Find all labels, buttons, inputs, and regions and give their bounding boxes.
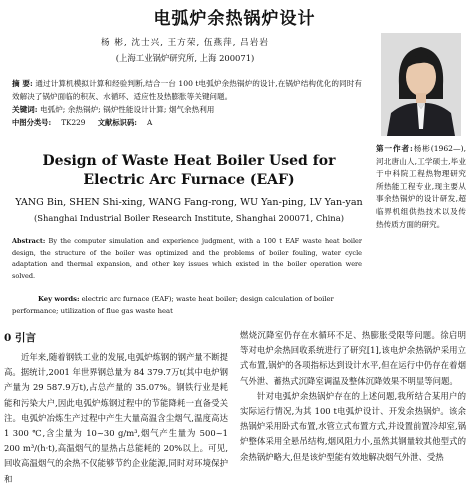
abstract-en (12, 236, 362, 282)
classification-cn (12, 118, 362, 128)
abstract-cn-text: 通过计算机模拟计算和经验判断,结合一台 100 t电弧炉余热锅炉的设计,在锅炉结构优化的同时有效解决了锅炉面临的积灰、水循环、适应性及热膨胀等关键问题。 (12, 79, 363, 101)
person-portrait-icon (381, 33, 461, 136)
body-left-column: 近年来,随着钢铁工业的发展,电弧炉炼钢的钢产量不断提高。据统计,2001 年世界钢总量为 84 379.7万t(其中电炉钢产量为 29 587.9万t),占总产量的 35.07%。钢铁行业是耗能和污染大户,因此电弧炉炼钢过程中的节能降耗一直备受关注。电弧炉冶炼生产过程中产生大量高温含尘烟气,温度高达 1 300 ℃,含尘量为 10~30 g/m³,烟气产生量为 500~1 200 m³/(h·t),高温烟气的显热占总能耗的 20%以上。可见,回收高温烟气的余热不仅能够节约企业能源,同时对环境保护和 (4, 352, 228, 484)
paper-title-en-line2: Electric Arc Furnace (EAF) (83, 172, 295, 188)
keywords-en-text: electric arc furnace (EAF); waste heat boiler; design calculation of boiler performance; utilization of flue gas waste heat (12, 295, 334, 315)
clc-value: TK229 (61, 118, 86, 127)
abstract-cn (12, 78, 362, 103)
body-right-paragraph-2: 针对电弧炉余热锅炉存在的上述问题,我所结合某用户的实际运行情况,为其 100 t电弧炉设计、开发余热锅炉。该余热锅炉采用卧式布置,水管立式布置方式,并设置前置冷却室,锅炉整体采用全悬吊结构,烟风阻力小,虽然其钢量较其他型式的余热锅炉略大,但是该炉型能有效地解决烟气外泄、受热 (240, 390, 466, 462)
section-heading: 0 引言 (4, 332, 36, 344)
authors-en: YANG Bin, SHEN Shi-xing, WANG Fang-rong, WU Yan-ping, LV Yan-yan (15, 197, 363, 208)
doc-code-value: A (146, 118, 153, 127)
institution-cn: (上海工业锅炉研究所, 上海 200071) (115, 53, 255, 63)
doc-code-label: 文献标识码: (97, 118, 137, 127)
paper-title-en-line1: Design of Waste Heat Boiler Used for (42, 153, 336, 169)
clc-label: 中图分类号: (12, 118, 52, 127)
paper-title-cn: 电弧炉余热锅炉设计 (153, 9, 316, 29)
abstract-cn-label: 摘 要: (12, 79, 33, 88)
body-right-column (240, 328, 466, 465)
institution-en: (Shanghai Industrial Boiler Research Institute, Shanghai 200071, China) (34, 213, 344, 223)
body-right-paragraph-1: 燃烧沉降室仍存在水循环不足、热膨胀受限等问题。徐启明等对电炉余热回收系统进行了研究[1],该电炉余热锅炉采用立式布置,锅炉的各项指标达到设计水平,但在运行中仍存在着烟气外泄、蓄热式沉降室调温及整体沉降效果不明显等问题。 (240, 330, 466, 386)
keywords-cn (12, 104, 362, 115)
paper-title-en (10, 152, 368, 190)
keywords-en (12, 294, 372, 317)
keywords-cn-text: 电弧炉; 余热锅炉; 锅炉性能设计计算; 烟气余热利用 (40, 105, 215, 114)
author-bio-text: 杨彬(1962—),河北唐山人,工学硕士,毕业于中科院工程热物理研究所热能工程专业,现主要从事余热锅炉的设计研发,超临界机组供热技术以及传热传质方面的研究。 (376, 144, 466, 229)
keywords-cn-label: 关键词: (12, 105, 38, 114)
abstract-en-text: By the computer simulation and experience judgment, with a 100 t EAF waste heat boiler design, the structure of the boiler was optimized and the problems of boiler fouling, water cycle adaptation and thermal expansion, and other key issues which existed in the boiler operation were solved. (12, 237, 362, 280)
author-bio (376, 143, 466, 231)
author-bio-label: 第一作者: (376, 144, 413, 153)
abstract-en-label: Abstract: (12, 237, 46, 245)
authors-cn: 杨 彬, 沈士兴, 王方荣, 伍燕萍, 吕岩岩 (101, 38, 269, 48)
keywords-en-label: Key words: (38, 295, 80, 303)
author-photo (381, 33, 461, 136)
